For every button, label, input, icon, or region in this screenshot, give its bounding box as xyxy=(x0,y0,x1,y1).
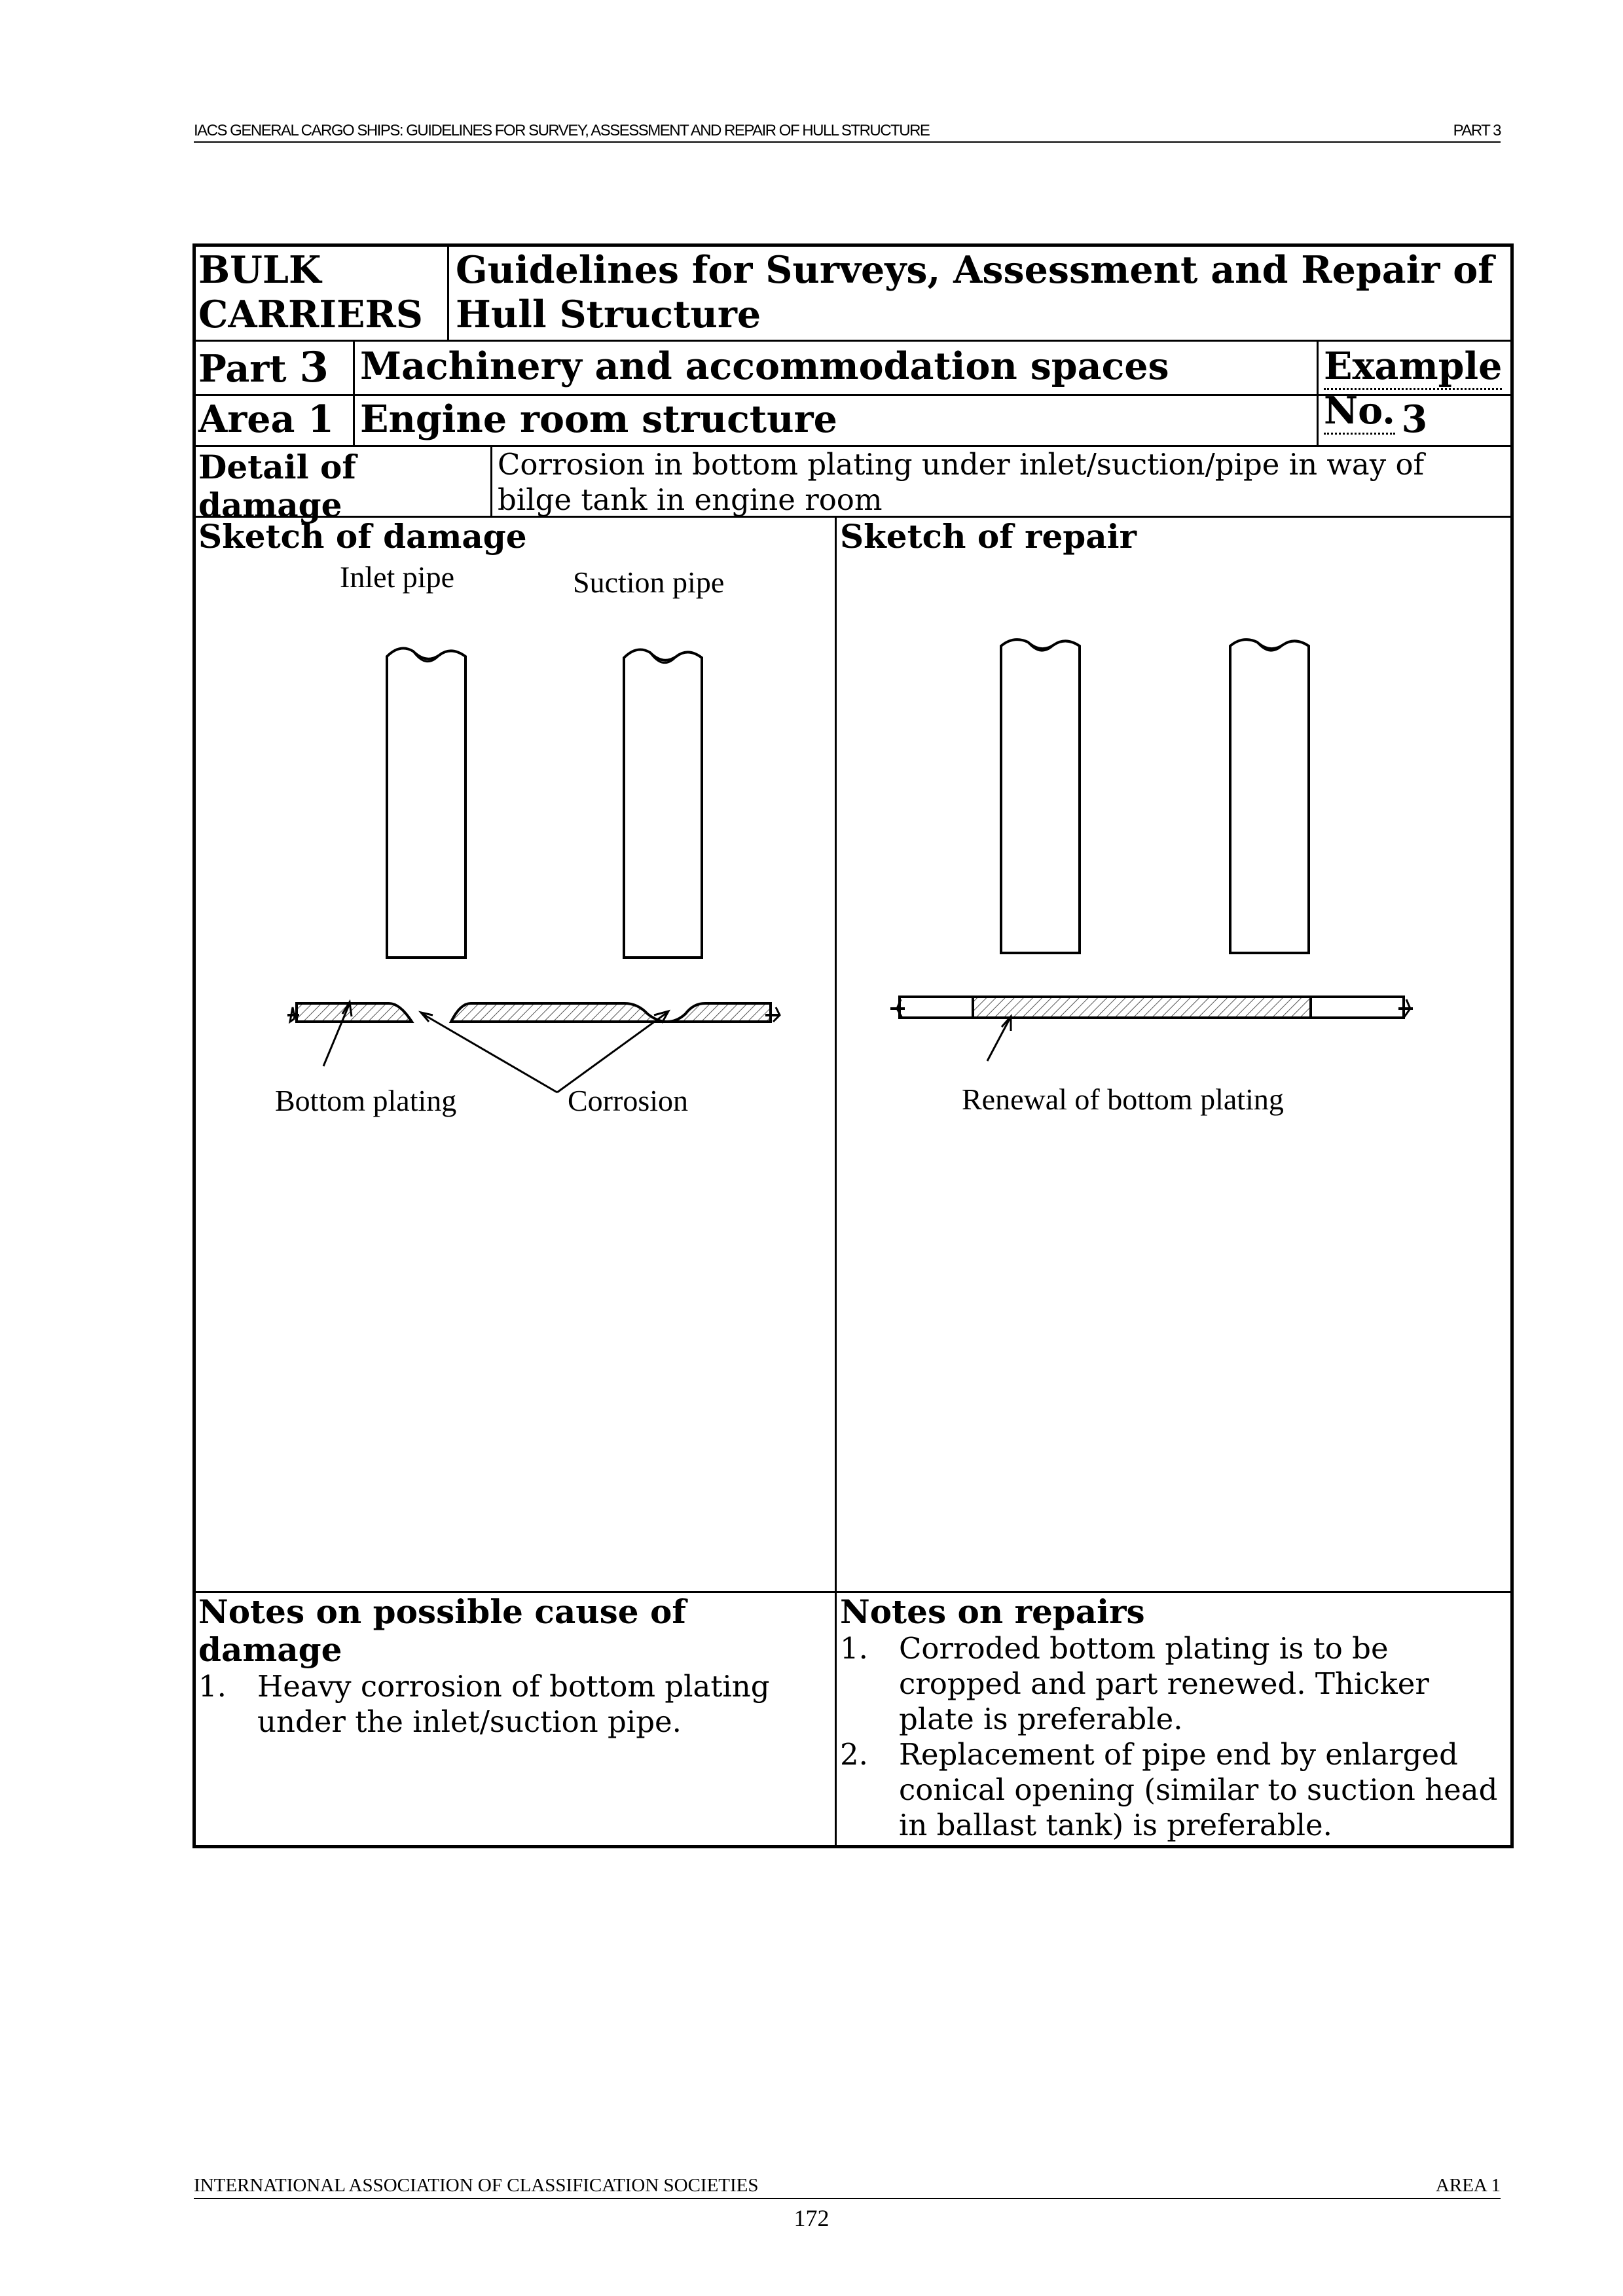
repair-note-1-number: 1. xyxy=(840,1631,868,1666)
page-number: 172 xyxy=(793,2205,830,2231)
notes-divider xyxy=(835,1593,837,1846)
cause-note-1-number: 1. xyxy=(198,1669,227,1704)
corrosion-label: Corrosion xyxy=(568,1084,688,1117)
suction-pipe-label: Suction pipe xyxy=(573,565,725,599)
header-document-title: IACS GENERAL CARGO SHIPS: GUIDELINES FOR SURVEY, ASSESSMENT AND REPAIR OF HULL STRUCTURE xyxy=(194,122,930,139)
cause-label: Notes on possible cause of damage xyxy=(198,1592,686,1669)
repairs-list xyxy=(840,1631,1504,1843)
pipe-left-shape xyxy=(1001,639,1080,953)
bottom-plating-shape xyxy=(287,1003,780,1022)
example-label: Example No. xyxy=(1324,344,1502,435)
repair-note-2-number: 2. xyxy=(840,1737,868,1772)
cause-note-1-text: Heavy corrosion of bottom plating under the inlet/suction pipe. xyxy=(257,1669,770,1739)
detail-label: Detail of damage xyxy=(198,448,356,524)
area-label: Area 1 xyxy=(198,397,334,441)
repairs-label: Notes on repairs xyxy=(840,1592,1145,1631)
part-label: Part xyxy=(198,347,287,391)
footer-area: AREA 1 xyxy=(1435,2175,1501,2196)
sketch-damage-label: Sketch of damage xyxy=(198,517,527,556)
footer-organization: INTERNATIONAL ASSOCIATION OF CLASSIFICATION SOCIETIES xyxy=(194,2175,759,2196)
sketch-area xyxy=(196,518,1510,1593)
example-label-cell xyxy=(1317,342,1510,433)
part-title: Machinery and accommodation spaces xyxy=(353,342,1317,394)
part-cell xyxy=(198,342,353,394)
notes-area xyxy=(196,1593,1510,1846)
ship-type: BULK CARRIERS xyxy=(198,248,423,336)
detail-row xyxy=(196,447,1510,524)
document-title: Guidelines for Surveys, Assessment and Repair of Hull Structure xyxy=(447,247,1510,340)
repair-note-2-text: Replacement of pipe end by enlarged conical opening (similar to suction head in ballast tank) is preferable. xyxy=(899,1737,1498,1842)
repair-leader-line xyxy=(987,1016,1011,1061)
renewed-plating-shape xyxy=(890,997,1413,1018)
area-row xyxy=(196,396,1510,447)
repair-note-1-text: Corroded bottom plating is to be cropped and part renewed. Thicker plate is preferable. xyxy=(899,1631,1429,1736)
title-row xyxy=(196,247,1510,342)
running-footer xyxy=(194,2174,1501,2199)
pipe-right-shape xyxy=(1230,639,1309,953)
inlet-pipe-label: Inlet pipe xyxy=(340,560,454,594)
repair-note-2 xyxy=(840,1737,1504,1843)
example-number: 3 xyxy=(1317,396,1510,445)
cause-list xyxy=(198,1669,827,1740)
damage-sketch xyxy=(196,518,835,1172)
running-header xyxy=(194,122,1501,143)
sketch-repair-label: Sketch of repair xyxy=(840,517,1137,556)
repair-sketch xyxy=(837,518,1511,1172)
repair-note-1 xyxy=(840,1631,1504,1737)
bottom-plating-label: Bottom plating xyxy=(275,1084,457,1117)
repair-notes xyxy=(840,1593,1504,1843)
example-sheet xyxy=(192,243,1514,1848)
cause-notes xyxy=(198,1593,827,1740)
area-title: Engine room structure xyxy=(353,396,1317,445)
detail-text: Corrosion in bottom plating under inlet/suction/pipe in way of bilge tank in engine room xyxy=(490,447,1510,516)
cause-note-1 xyxy=(198,1669,827,1740)
inlet-pipe-shape xyxy=(387,649,465,958)
renewal-label: Renewal of bottom plating xyxy=(962,1083,1284,1116)
part-number: 3 xyxy=(299,343,329,392)
header-part: PART 3 xyxy=(1453,122,1501,139)
suction-pipe-shape xyxy=(624,650,702,958)
